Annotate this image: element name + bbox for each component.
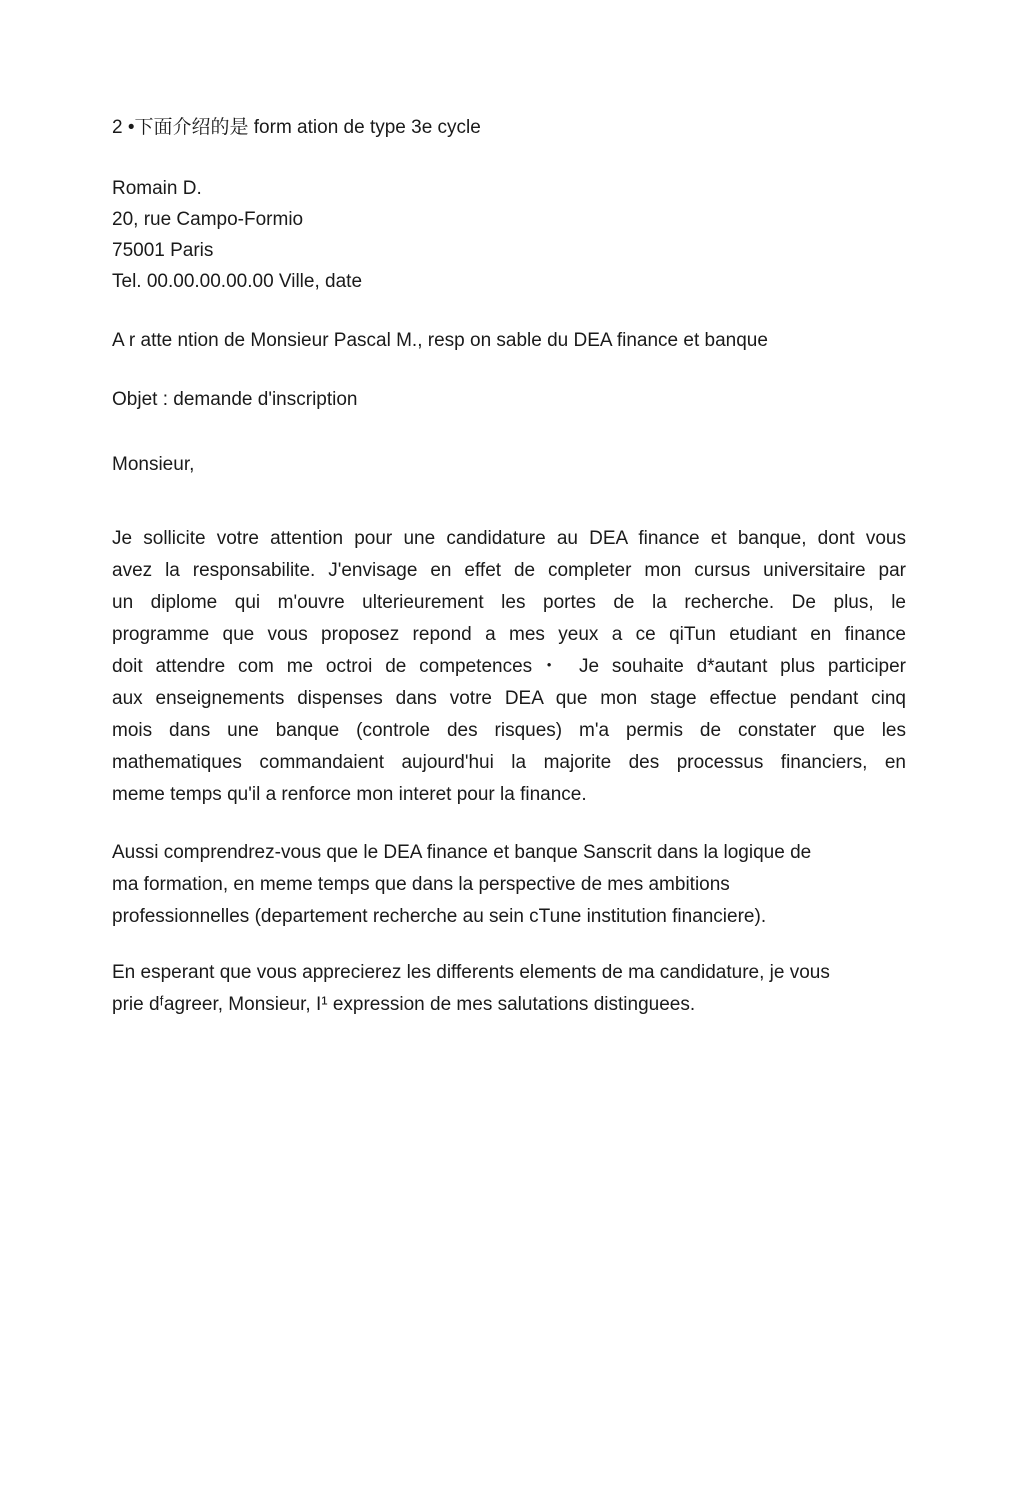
paragraph-line: En esperant que vous apprecierez les differents elements de ma candidature, je vous [112, 962, 830, 983]
sender-street: 20, rue Campo-Formio [112, 209, 304, 230]
paragraph-line: mathematiques commandaient aujourd'hui la majorite des processus financiers, en [112, 752, 906, 773]
paragraph-line: mois dans une banque (controle des risques) m'a permis de constater que les [112, 720, 906, 741]
paragraph-line: Aussi comprendrez-vous que le DEA finance et banque Sanscrit dans la logique de [112, 842, 812, 863]
attention-line: A r atte ntion de Monsieur Pascal M., resp on sable du DEA finance et banque [112, 330, 768, 351]
paragraph-1 [112, 523, 906, 811]
paragraph-line: programme que vous proposez repond a mes yeux a ce qiTun etudiant en finance [112, 624, 906, 645]
paragraph-line: prie dᶠagreer, Monsieur, I¹ expression de mes salutations distinguees. [112, 994, 696, 1015]
sender-tel-date: Tel. 00.00.00.00.00 Ville, date [112, 271, 363, 292]
paragraph-line: meme temps qu'il a renforce mon interet pour la finance. [112, 784, 587, 805]
sender-name: Romain D. [112, 178, 202, 199]
paragraph-line: un diplome qui m'ouvre ulterieurement les portes de la recherche. De plus, le [112, 592, 906, 613]
paragraph-line: ma formation, en meme temps que dans la perspective de mes ambitions [112, 874, 730, 895]
header-line: 2 •下面介绍的是 form ation de type 3e cycle [112, 117, 481, 138]
paragraph-line: aux enseignements dispenses dans votre DEA que mon stage effectue pendant cinq [112, 688, 906, 709]
paragraph-line: Je sollicite votre attention pour une candidature au DEA finance et banque, dont vous [112, 528, 906, 549]
subject-line: Objet : demande d'inscription [112, 389, 358, 410]
paragraph-line: avez la responsabilite. J'envisage en effet de completer mon cursus universitaire par [112, 560, 906, 581]
paragraph-3 [112, 957, 912, 1021]
letter-page [112, 0, 912, 1488]
sender-city: 75001 Paris [112, 240, 214, 261]
paragraph-line: doit attendre com me octroi de competences・ Je souhaite d*autant plus participer [112, 656, 906, 677]
paragraph-2 [112, 837, 912, 933]
salutation: Monsieur, [112, 454, 195, 475]
paragraph-line: professionnelles (departement recherche au sein cTune institution financiere). [112, 906, 767, 927]
